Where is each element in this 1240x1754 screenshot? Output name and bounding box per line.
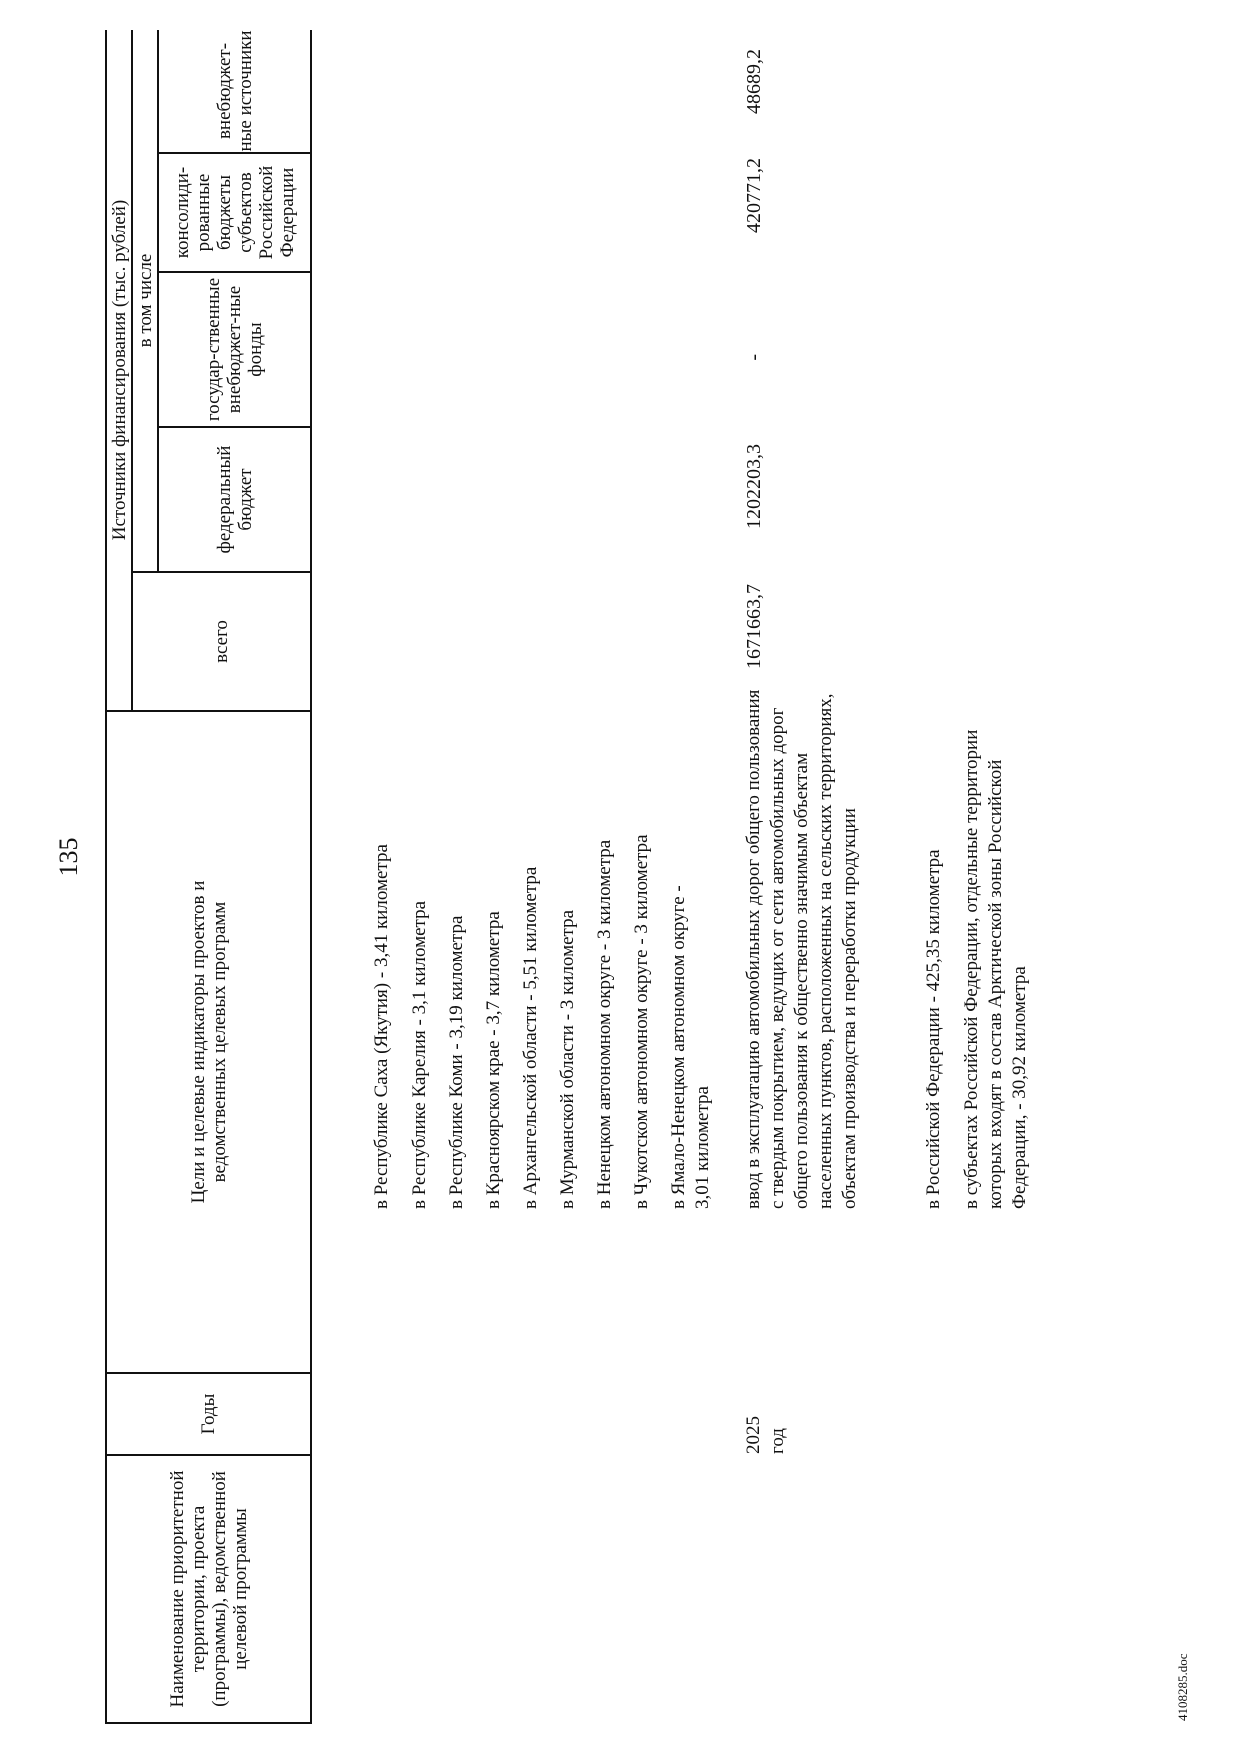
page-number: 135 (54, 837, 83, 877)
goal-item: в Ненецком автономном округе - 3 километра (594, 839, 615, 1209)
col-divider-years (105, 1454, 312, 1456)
header-years: Годы (198, 1393, 219, 1435)
header-including: в том числе (134, 253, 156, 348)
goal-item: в Республике Коми - 3,19 километра (446, 915, 467, 1209)
value-total: 1671663,7 (743, 584, 765, 669)
header-regional: консолиди-рованные бюджеты субъектов Российской Федерации (171, 165, 298, 260)
value-federal: 1202203,3 (743, 444, 765, 529)
value-state-funds: - (743, 354, 765, 361)
header-goals: Цели и целевые индикаторы проектов и ведомственных целевых программ (187, 880, 230, 1204)
table-header-bottom (310, 30, 312, 1724)
header-state-funds: государ-ственные внебюджет-ные фонды (203, 277, 266, 422)
goal-item: в Чукотском автономном округе - 3 километра (631, 834, 652, 1209)
goal-item: ввод в эксплуатацию автомобильных дорог общего пользования с твердым покрытием, ведущих от сети автомобильных дорог общего пользования к общественно значимым объектам населенных пунктов, расположенных на сельских территориях, объектам производства и переработки продукции (743, 689, 860, 1209)
goal-item: в Красноярском крае - 3,7 километра (483, 911, 504, 1209)
header-total: всего (211, 620, 232, 663)
value-regional: 420771,2 (743, 158, 765, 233)
footer-filename: 4108285.doc (1175, 1653, 1190, 1721)
header-sources: Источники финансирования (тыс. рублей) (108, 199, 130, 541)
goal-item: в Российской Федерации - 425,35 километра (923, 849, 944, 1209)
year-cell: 2025 год (743, 1416, 788, 1454)
col-divider-sources (105, 710, 312, 712)
goal-item: в Мурманской области - 3 километра (557, 910, 578, 1209)
table-left-border (105, 1722, 312, 1724)
goal-item: в Республике Саха (Якутия) - 3,41 километра (371, 844, 392, 1209)
goal-item: в Архангельской области - 5,51 километра (520, 866, 541, 1209)
header-name: Наименование приоритетной территории, проекта (программы), ведомственной целевой программы (166, 1470, 251, 1708)
goal-item: в Республике Карелия - 3,1 километра (409, 900, 430, 1209)
header-offbudget: внебюджет-ные источники (213, 30, 256, 152)
goal-item: в Ямало-Ненецком автономном округе - 3,01 километра (668, 885, 713, 1209)
value-offbudget: 48689,2 (743, 49, 765, 114)
header-federal: федеральный бюджет (213, 445, 256, 554)
goal-item: в субъектах Российской Федерации, отдельные территории которых входят в состав Арктической зоны Российской Федерации, - 30,92 километра (961, 729, 1030, 1209)
